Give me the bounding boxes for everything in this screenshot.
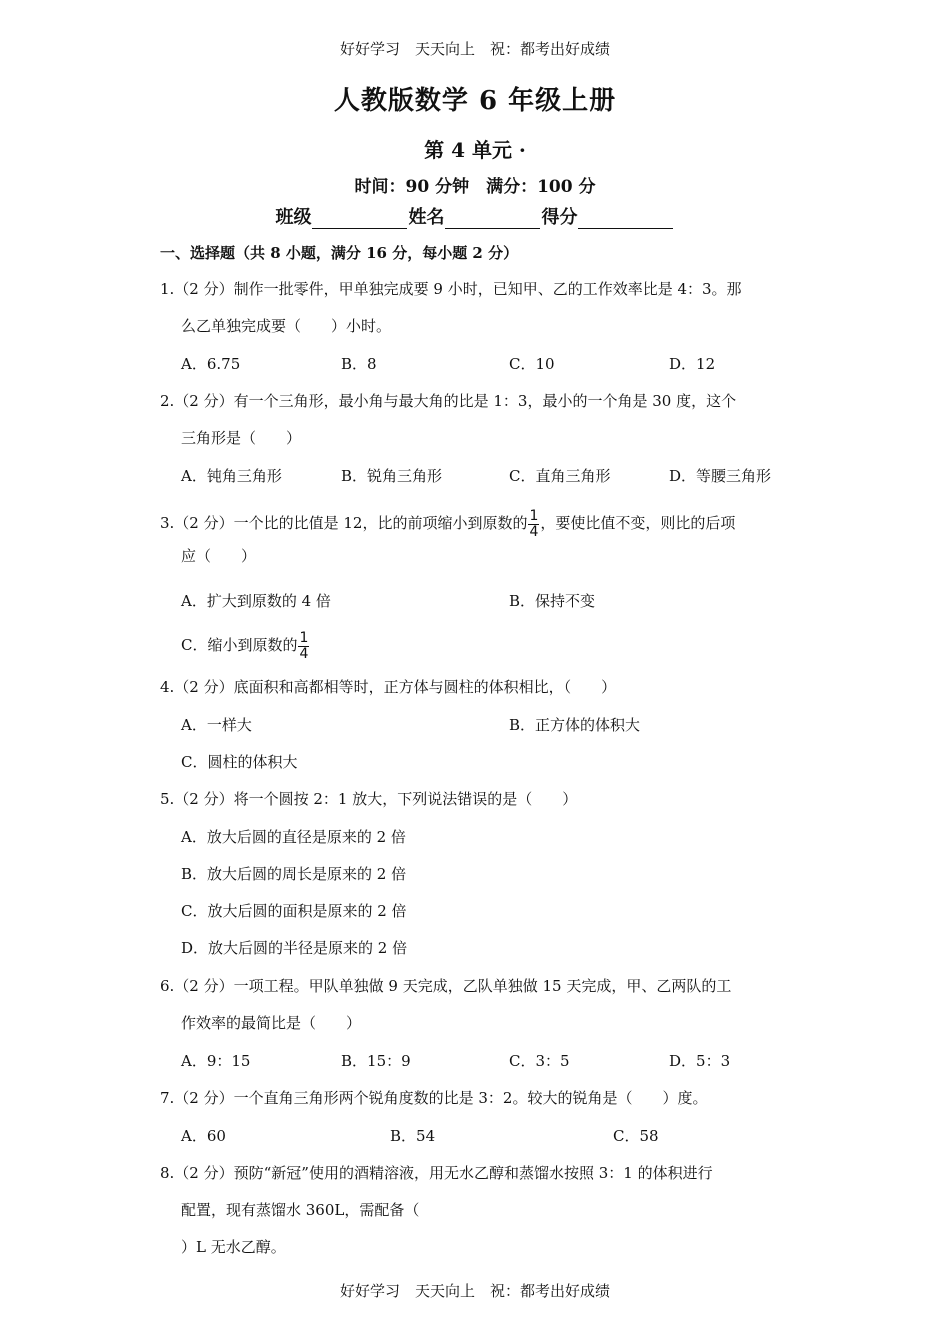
question-text: 1.（2 分）制作一批零件，甲单独完成要 9 小时，已知甲、乙的工作效率比是 4：3。那 [160,280,742,298]
fraction [528,509,539,540]
option-b[interactable]: B．15：9 [341,1052,411,1070]
question-text: 4.（2 分）底面积和高都相等时，正方体与圆柱的体积相比，（ ） [160,678,617,696]
page-header: 好好学习 天天向上 祝：都考出好成绩 [339,40,610,58]
option-d[interactable]: D．12 [669,355,716,373]
fraction [298,631,309,662]
option-a[interactable]: A．扩大到原数的 4 倍 [181,592,331,610]
option-b[interactable]: B．锐角三角形 [341,467,443,485]
score-label: 得分 [541,207,578,228]
score-blank[interactable] [578,210,673,229]
option-a[interactable]: A．6.75 [181,355,241,373]
option-c[interactable]: C．放大后圆的面积是原来的 2 倍 [181,902,407,920]
question-5 [160,781,792,818]
question-text-cont: 么乙单独完成要（ ）小时。 [181,317,392,335]
fraction-denominator: 4 [299,645,309,662]
question-text-cont: 三角形是（ ） [181,429,302,447]
question-text-part: ，要使比值不变，则比的后项 [540,514,736,532]
option-d[interactable]: D．5：3 [669,1052,731,1070]
question-text-cont: 作效率的最简比是（ ） [181,1014,362,1032]
option-d[interactable]: D．放大后圆的半径是原来的 2 倍 [181,939,408,957]
page-title: 人教版数学 6 年级上册 [333,86,617,116]
option-a[interactable]: A．60 [181,1127,226,1145]
option-c[interactable]: C．圆柱的体积大 [181,753,298,771]
class-blank[interactable] [312,210,407,229]
question-text-part: 3.（2 分）一个比的比值是 12，比的前项缩小到原数的 [160,514,528,532]
question-7 [160,1080,792,1117]
option-c[interactable]: C．10 [509,355,555,373]
option-b[interactable]: B．放大后圆的周长是原来的 2 倍 [181,865,407,883]
question-text: 7.（2 分）一个直角三角形两个锐角度数的比是 3：2。较大的锐角是（ ）度。 [160,1089,708,1107]
fraction-numerator: 1 [299,629,309,646]
question-text: 5.（2 分）将一个圆按 2：1 放大，下列说法错误的是（ ） [160,790,578,808]
option-d[interactable]: D．等腰三角形 [669,467,772,485]
option-c[interactable]: C．直角三角形 [509,467,611,485]
option-a[interactable]: A．9：15 [181,1052,251,1070]
question-3 [160,505,792,575]
fraction-numerator: 1 [529,507,539,524]
option-c[interactable]: C．58 [613,1127,659,1145]
option-b[interactable]: B．54 [390,1127,436,1145]
question-text: 8.（2 分）预防“新冠”使用的酒精溶液，用无水乙醇和蒸馏水按照 3：1 的体积进行 [160,1164,713,1182]
option-b[interactable]: B．正方体的体积大 [509,716,641,734]
class-label: 班级 [275,207,312,228]
question-4 [160,669,792,706]
question-text [160,505,792,542]
page-footer: 好好学习 天天向上 祝：都考出好成绩 [339,1282,610,1300]
option-b[interactable]: B．保持不变 [509,592,596,610]
section-heading: 一、选择题（共 8 小题，满分 16 分，每小题 2 分） [160,244,519,262]
question-text-cont: ）L 无水乙醇。 [181,1238,286,1256]
option-a[interactable]: A．一样大 [181,716,252,734]
name-label: 姓名 [408,207,445,228]
option-c[interactable] [181,627,310,664]
fraction-denominator: 4 [529,523,539,540]
question-text-cont: 配置，现有蒸馏水 360L，需配备（ [181,1201,420,1219]
question-2 [160,383,792,457]
name-blank[interactable] [445,210,540,229]
question-text-cont: 应（ ） [181,547,257,565]
student-info [0,203,950,229]
time-info: 时间：90 分钟 满分：100 分 [354,177,596,197]
option-a[interactable]: A．放大后圆的直径是原来的 2 倍 [181,828,406,846]
question-8 [160,1155,792,1266]
option-c[interactable]: C．3：5 [509,1052,570,1070]
question-1 [160,271,792,345]
option-a[interactable]: A．钝角三角形 [181,467,282,485]
option-b[interactable]: B．8 [341,355,377,373]
question-6 [160,968,792,1042]
question-text: 6.（2 分）一项工程。甲队单独做 9 天完成，乙队单独做 15 天完成，甲、乙两队的工 [160,977,732,995]
question-text: 2.（2 分）有一个三角形，最小角与最大角的比是 1：3，最小的一个角是 30 度，这个 [160,392,737,410]
unit-subtitle: 第 4 单元 · [424,138,526,162]
option-c-text: C．缩小到原数的 [181,636,298,654]
